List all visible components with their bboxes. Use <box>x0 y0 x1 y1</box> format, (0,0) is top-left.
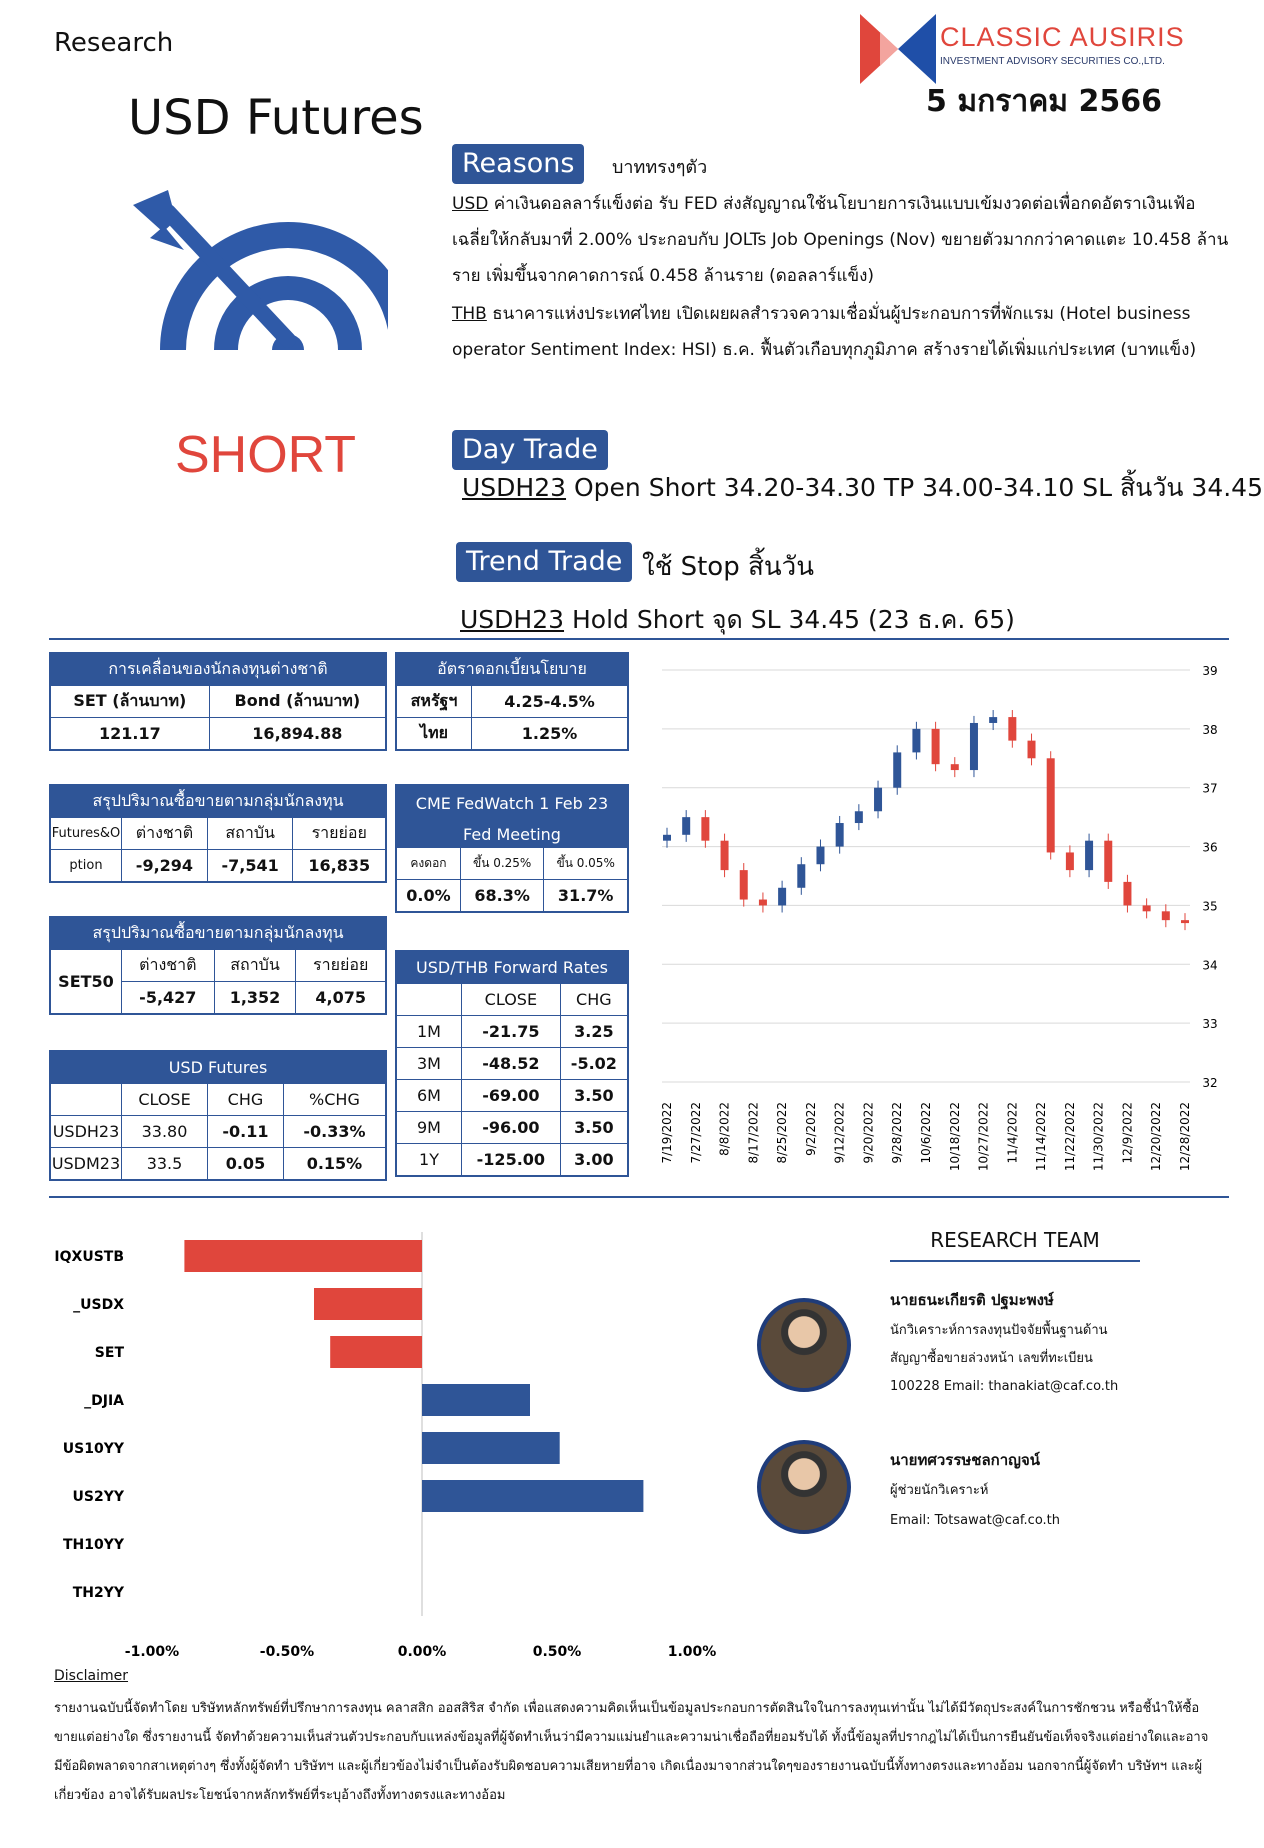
forward-rates-table <box>395 950 629 1177</box>
bar <box>330 1336 422 1368</box>
divider-top <box>49 638 1229 640</box>
candle <box>989 717 997 723</box>
trend-trade-tag: Trend Trade <box>456 542 632 582</box>
table-header: รายย่อย <box>296 950 386 982</box>
table-cell: 1,352 <box>214 982 296 1015</box>
logo-name: CLASSIC AUSIRIS <box>940 22 1185 52</box>
category-label: SET <box>94 1345 124 1361</box>
candle <box>1008 717 1016 741</box>
analyst-1-line2: สัญญาซื้อขายล่วงหน้า เลขที่ทะเบียน <box>890 1351 1093 1366</box>
candle <box>816 847 824 865</box>
candle <box>836 823 844 847</box>
candle <box>874 788 882 812</box>
x-tick-label: 12/20/2022 <box>1149 1102 1164 1172</box>
team-title: RESEARCH TEAM <box>890 1228 1140 1262</box>
category-label: _USDX <box>73 1297 124 1313</box>
y-tick-label: 37 <box>1202 781 1218 796</box>
table-title: สรุปปริมาณซื้อขายตามกลุ่มนักลงทุน <box>50 917 386 950</box>
page-title: USD Futures <box>128 90 424 146</box>
x-tick-label: -0.50% <box>259 1644 315 1660</box>
bar <box>422 1432 560 1464</box>
x-tick-label: 7/27/2022 <box>688 1102 703 1164</box>
price-chart <box>650 652 1230 1182</box>
section-label: Research <box>54 28 174 58</box>
futures-option-table <box>49 784 387 883</box>
table-row: 1M -21.75 3.25 <box>396 1016 628 1048</box>
divider-middle <box>49 1196 1229 1198</box>
table-row: 1Y -125.00 3.00 <box>396 1144 628 1177</box>
analyst-1-email: 100228 Email: thanakiat@caf.co.th <box>890 1379 1119 1394</box>
reasons-tag: Reasons <box>452 144 584 184</box>
category-label: US10YY <box>62 1441 124 1457</box>
reasons-usd: USD ค่าเงินดอลลาร์แข็งต่อ รับ FED ส่งสัญญาณใช้นโยบายการเงินแบบเข้มงวดต่อเพื่อกดอัตราเงินเฟ้อเฉลี่ยให้กลับมาที่ 2.00% ประกอบกับ JOLTs Job Openings (Nov) ขยายตัวมากกว่าคาดแตะ 10.458 ล้านราย เพิ่มขึ้นจากคาดการณ์ 0.458 ล้านราย (ดอลลาร์แข็ง) <box>452 194 1229 286</box>
table-row: USDH23 33.80 -0.11 -0.33% <box>50 1116 386 1148</box>
table-cell: 68.3% <box>460 880 543 913</box>
table-cell: ไทย <box>396 718 472 751</box>
trend-trade-line: USDH23 Hold Short จุด SL 34.45 (23 ธ.ค. 65) <box>460 605 1015 634</box>
x-tick-label: 8/17/2022 <box>746 1102 761 1164</box>
bar <box>314 1288 422 1320</box>
disclaimer-text: รายงานฉบับนี้จัดทำโดย บริษัทหลักทรัพย์ที่ปรึกษาการลงทุน คลาสสิก ออสสิริส จำกัด เพื่อแสดงความคิดเห็นเป็นข้อมูลประกอบการตัดสินใจในการลงทุนเท่านั้น ไม่ได้มีวัตถุประสงค์ในการชักชวน หรือชี้นำให้ซื้อขายแต่อย่างใด ซึ่งรายงานนี้ จัดทำด้วยความเห็นส่วนตัวประกอบกับแหล่งข้อมูลที่ผู้จัดทำเห็นว่ามีความแม่นยำและความน่าเชื่อถือที่ยอมรับได้ ทั้งนี้ข้อมูลที่ปรากฎไม่ได้เป็นการยืนยันข้อเท็จจริงแต่อย่างใดและอาจมีข้อผิดพลาดจากสาเหตุต่างๆ ซึ่งทั้งผู้จัดทำ บริษัทฯ และผู้เกี่ยวข้องไม่จำเป็นต้องรับผิดชอบความเสียหายที่อาจ เกิดเนื่องมาจากส่วนใดๆของรายงานฉบับนี้ทั้งทางตรงและทางอ้อม นอกจากนี้ผู้จัดทำ บริษัทฯ และผู้เกี่ยวข้อง อาจได้รับผลประโยชน์จากหลักทรัพย์ที่ระบุอ้างถึงทั้งทางตรงและทางอ้อม <box>54 1701 1209 1803</box>
candle <box>1085 841 1093 870</box>
x-tick-label: 12/9/2022 <box>1120 1102 1135 1164</box>
candle <box>1123 882 1131 906</box>
table-cell: สหรัฐฯ <box>396 686 472 718</box>
table-row: 9M -96.00 3.50 <box>396 1112 628 1144</box>
candle <box>932 729 940 764</box>
table-cell <box>396 984 462 1016</box>
x-tick-label: 11/22/2022 <box>1062 1102 1077 1172</box>
report-date: 5 มกราคม 2566 <box>926 84 1163 119</box>
table-header: คงดอก <box>396 848 460 880</box>
table-header: CLOSE <box>122 1084 208 1116</box>
candle <box>682 817 690 835</box>
x-tick-label: 9/2/2022 <box>803 1102 818 1156</box>
candle <box>759 900 767 906</box>
table-title: CME FedWatch 1 Feb 23 <box>396 785 628 821</box>
table-cell: SET50 <box>50 950 122 1015</box>
candle <box>855 811 863 823</box>
candle <box>1162 911 1170 920</box>
candle <box>701 817 709 841</box>
analyst-2-name: นายทศวรรษชลกาญจน์ <box>890 1451 1040 1469</box>
table-title: อัตราดอกเบี้ยนโยบาย <box>396 653 628 686</box>
table-cell: 4.25-4.5% <box>472 686 629 718</box>
candle <box>1028 741 1036 759</box>
disclaimer-title: Disclaimer <box>54 1668 129 1684</box>
x-tick-label: 9/20/2022 <box>861 1102 876 1164</box>
x-tick-label: 0.50% <box>532 1644 582 1660</box>
table-cell: -5,427 <box>122 982 215 1015</box>
table-title: USD Futures <box>50 1051 386 1084</box>
table-header: ขึ้น 0.05% <box>544 848 628 880</box>
x-tick-label: 10/27/2022 <box>976 1102 991 1172</box>
bar <box>422 1480 643 1512</box>
foreign-flow-table <box>49 652 387 751</box>
candle <box>1181 920 1189 923</box>
x-tick-label: 1.00% <box>667 1644 717 1660</box>
candle <box>778 888 786 906</box>
bar <box>422 1384 530 1416</box>
table-title: สรุปปริมาณซื้อขายตามกลุ่มนักลงทุน <box>50 785 386 818</box>
x-tick-label: 8/25/2022 <box>775 1102 790 1164</box>
y-tick-label: 38 <box>1202 722 1218 737</box>
candle <box>740 870 748 899</box>
x-tick-label: 10/18/2022 <box>947 1102 962 1172</box>
table-header: รายย่อย <box>293 818 386 850</box>
x-tick-label: 9/12/2022 <box>832 1102 847 1164</box>
table-header: %CHG <box>283 1084 386 1116</box>
category-label: TH10YY <box>62 1537 124 1553</box>
table-header: ต่างชาติ <box>122 950 215 982</box>
logo-subtitle: INVESTMENT ADVISORY SECURITIES CO.,LTD. <box>940 56 1165 67</box>
table-cell: ption <box>50 850 122 883</box>
table-cell: -9,294 <box>122 850 208 883</box>
table-title: USD/THB Forward Rates <box>396 951 628 984</box>
table-cell: 16,894.88 <box>209 718 386 751</box>
table-header: สถาบัน <box>207 818 293 850</box>
x-tick-label: 7/19/2022 <box>660 1102 674 1164</box>
category-label: TH2YY <box>72 1585 124 1601</box>
reasons-thb: THB ธนาคารแห่งประเทศไทย เปิดเผยผลสำรวจความเชื่อมั่นผู้ประกอบการที่พักแรม (Hotel business operator Sentiment Index: HSI) ธ.ค. ฟื้นตัวเกือบทุกภูมิภาค สร้างรายได้เพิ่มแก่ประเทศ (บาทแข็ง) <box>452 304 1197 360</box>
table-header: Bond (ล้านบาท) <box>209 686 386 718</box>
table-header: CLOSE <box>462 984 561 1016</box>
analyst-1-line1: นักวิเคราะห์การลงทุนปัจจัยพื้นฐานด้าน <box>890 1323 1108 1338</box>
x-tick-label: -1.00% <box>124 1644 180 1660</box>
analyst-1-name: นายธนะเกียรติ ปฐมะพงษ์ <box>890 1291 1054 1309</box>
table-cell: 1.25% <box>472 718 629 751</box>
usd-futures-table <box>49 1050 387 1181</box>
table-row: USDM23 33.5 0.05 0.15% <box>50 1148 386 1181</box>
analyst-1-avatar <box>757 1298 851 1392</box>
table-header: SET (ล้านบาท) <box>50 686 209 718</box>
x-tick-label: 10/6/2022 <box>919 1102 933 1164</box>
candle <box>663 835 671 841</box>
signal-label: SHORT <box>175 426 357 484</box>
table-header: สถาบัน <box>214 950 296 982</box>
day-trade-line: USDH23 Open Short 34.20-34.30 TP 34.00-34.10 SL สิ้นวัน 34.45 <box>462 473 1263 502</box>
candle <box>797 864 805 888</box>
candle <box>970 723 978 770</box>
company-logo <box>860 14 1200 84</box>
table-header: ขึ้น 0.25% <box>460 848 543 880</box>
table-cell: 31.7% <box>544 880 628 913</box>
table-row: 3M -48.52 -5.02 <box>396 1048 628 1080</box>
table-cell: 121.17 <box>50 718 209 751</box>
analyst-2-avatar <box>757 1440 851 1534</box>
candle <box>951 764 959 770</box>
table-cell <box>50 1084 122 1116</box>
x-tick-label: 0.00% <box>397 1644 447 1660</box>
bar <box>184 1240 422 1272</box>
candle <box>1066 852 1074 870</box>
candle <box>1104 841 1112 882</box>
table-cell: -7,541 <box>207 850 293 883</box>
trend-trade-note: ใช้ Stop สิ้นวัน <box>642 552 814 582</box>
table-header: ต่างชาติ <box>122 818 208 850</box>
category-label: IQXUSTB <box>54 1249 124 1265</box>
table-cell: 16,835 <box>293 850 386 883</box>
x-tick-label: 11/14/2022 <box>1034 1102 1049 1172</box>
fedwatch-table <box>395 784 629 913</box>
target-icon <box>128 190 388 360</box>
table-cell: 4,075 <box>296 982 386 1015</box>
policy-rate-table <box>395 652 629 751</box>
candle <box>912 729 920 753</box>
reasons-summary: บาททรงๆตัว <box>612 157 708 178</box>
candle <box>893 752 901 787</box>
table-subtitle: Fed Meeting <box>396 821 628 848</box>
table-cell: 0.0% <box>396 880 460 913</box>
y-tick-label: 32 <box>1202 1076 1218 1090</box>
y-tick-label: 35 <box>1202 899 1218 914</box>
table-cell: Futures&O <box>50 818 122 850</box>
table-row: 6M -69.00 3.50 <box>396 1080 628 1112</box>
category-label: US2YY <box>72 1489 124 1505</box>
table-title: การเคลื่อนของนักลงทุนต่างชาติ <box>50 653 386 686</box>
logo-mark-icon <box>860 14 936 84</box>
y-tick-label: 34 <box>1202 958 1218 973</box>
candle <box>721 841 729 870</box>
x-tick-label: 12/28/2022 <box>1178 1102 1192 1172</box>
table-header: CHG <box>560 984 628 1016</box>
market-change-chart <box>40 1222 740 1660</box>
y-tick-label: 33 <box>1202 1017 1218 1032</box>
candle <box>1047 758 1055 852</box>
x-tick-label: 8/8/2022 <box>717 1102 732 1156</box>
x-tick-label: 11/4/2022 <box>1005 1102 1020 1164</box>
y-tick-label: 39 <box>1202 664 1218 678</box>
table-header: CHG <box>208 1084 284 1116</box>
x-tick-label: 9/28/2022 <box>890 1102 905 1164</box>
analyst-2-email: Email: Totsawat@caf.co.th <box>890 1513 1061 1528</box>
category-label: _DJIA <box>84 1393 124 1409</box>
set50-table <box>49 916 387 1015</box>
x-tick-label: 11/30/2022 <box>1091 1102 1106 1172</box>
analyst-2-line1: ผู้ช่วยนักวิเคราะห์ <box>890 1483 989 1498</box>
day-trade-tag: Day Trade <box>452 430 608 470</box>
candle <box>1143 905 1151 911</box>
y-tick-label: 36 <box>1202 840 1218 855</box>
